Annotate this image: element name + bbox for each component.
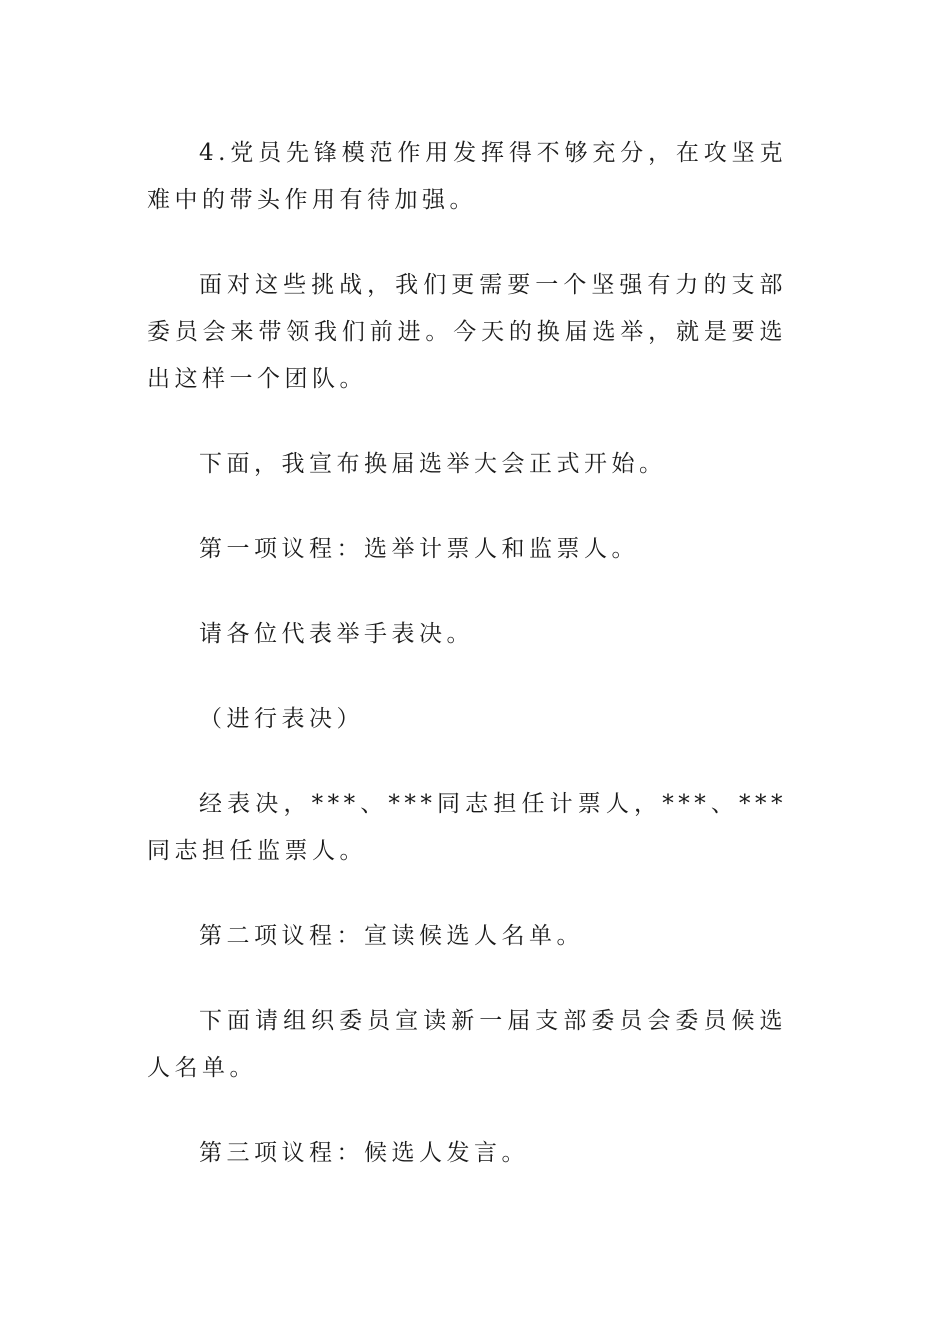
paragraph-challenges: 面对这些挑战，我们更需要一个坚强有力的支部委员会来带领我们前进。今天的换届选举，就是要选出这样一个团队。 — [147, 272, 787, 392]
document-body — [147, 130, 787, 1215]
paragraph-agenda-item-1: 第一项议程：选举计票人和监票人。 — [199, 536, 639, 562]
paragraph-election-start: 下面，我宣布换届选举大会正式开始。 — [199, 451, 667, 477]
paragraph-agenda-item-3: 第三项议程：候选人发言。 — [199, 1140, 529, 1166]
paragraph-agenda-item-2: 第二项议程：宣读候选人名单。 — [199, 923, 584, 949]
paragraph-candidate-list: 下面请组织委员宣读新一届支部委员会委员候选人名单。 — [147, 1008, 787, 1081]
paragraph-vote-result: 经表决，***、***同志担任计票人，***、***同志担任监票人。 — [147, 791, 787, 864]
paragraph-show-of-hands: 请各位代表举手表决。 — [199, 621, 474, 647]
paragraph-voting-note: （进行表决） — [199, 706, 364, 732]
paragraph-party-member-role: 4.党员先锋模范作用发挥得不够充分，在攻坚克难中的带头作用有待加强。 — [147, 140, 787, 213]
